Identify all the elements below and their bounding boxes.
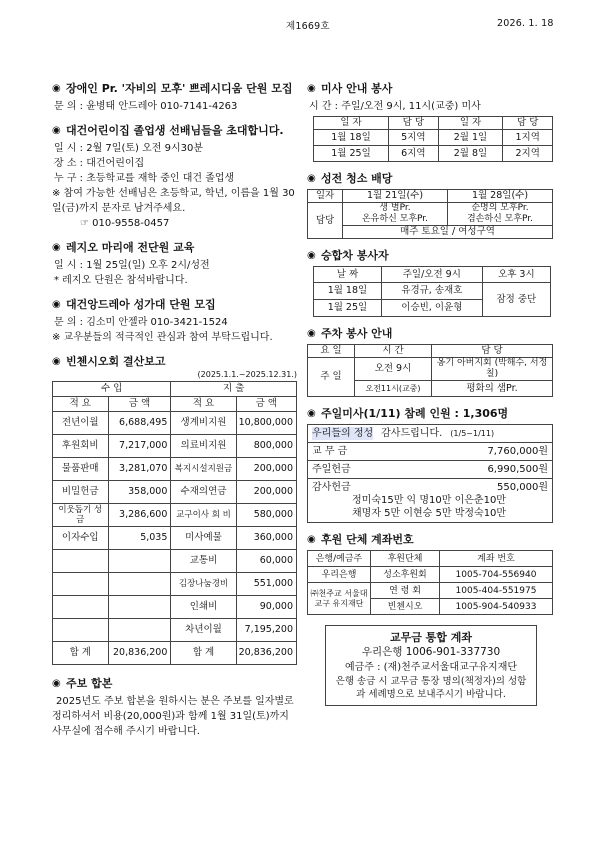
amount-cell: 90,000 bbox=[236, 596, 296, 619]
account-line: 우리은행 1006-901-337730 bbox=[361, 646, 501, 658]
item-cell: 차년이월 bbox=[171, 619, 236, 642]
item-cell: 후원회비 bbox=[53, 435, 109, 458]
amount-cell bbox=[108, 550, 171, 573]
expense-header: 지 출 bbox=[171, 382, 297, 397]
target-bullet-icon: ◉ bbox=[307, 408, 316, 419]
item-cell: 의료비지원 bbox=[171, 435, 236, 458]
section-title: 레지오 마리애 전단원 교육 bbox=[66, 241, 195, 254]
target-bullet-icon: ◉ bbox=[52, 299, 61, 310]
col-header: 은행/예금주 bbox=[308, 551, 371, 567]
left-column bbox=[52, 82, 297, 749]
bulletin-section bbox=[52, 677, 297, 739]
row-label: 주 일 bbox=[308, 358, 355, 397]
col-header: 일자 bbox=[308, 190, 343, 203]
finance-row bbox=[53, 550, 297, 573]
cleaning-section bbox=[307, 172, 555, 239]
amount-cell: 200,000 bbox=[236, 458, 296, 481]
cell: 1월 25일 bbox=[314, 146, 389, 162]
parking-section bbox=[307, 327, 555, 397]
section-title: 주일미사(1/11) 참례 인원 : 1,306명 bbox=[321, 407, 509, 420]
target-bullet-icon: ◉ bbox=[52, 356, 61, 367]
info-line: * 레지오 단원은 참석바랍니다. bbox=[54, 275, 188, 286]
col-header: 주일/오전 9시 bbox=[381, 267, 482, 283]
item-cell: 수재의연금 bbox=[171, 481, 236, 504]
offering-label: 감사헌금 bbox=[312, 482, 351, 493]
group-name: 생 별Pr. bbox=[379, 203, 411, 213]
phone-line: ☞ 010-9558-0457 bbox=[80, 218, 170, 229]
group-name: 순명의 모후Pr. bbox=[471, 203, 529, 213]
account-number: 1005-704-556940 bbox=[440, 567, 553, 583]
cell bbox=[343, 203, 448, 226]
choir2-section bbox=[52, 298, 297, 345]
col-header: 금 액 bbox=[236, 397, 296, 412]
cell: 유경규, 송재호 bbox=[381, 283, 482, 300]
amount-cell: 7,217,000 bbox=[108, 435, 171, 458]
item-cell: 이웃돕기 성 금 bbox=[53, 504, 109, 527]
donor-line: 채명자 5만 이현승 5만 박정숙10만 bbox=[352, 508, 507, 519]
section-title: 승합차 봉사자 bbox=[321, 249, 389, 262]
income-header: 수 입 bbox=[53, 382, 171, 397]
target-bullet-icon: ◉ bbox=[52, 678, 61, 689]
contact-line: 문 의 : 윤병태 안드레아 010-7141-4263 bbox=[54, 101, 238, 112]
col-header: 1월 28일(수) bbox=[448, 190, 553, 203]
finance-row bbox=[53, 481, 297, 504]
finance-row bbox=[53, 412, 297, 435]
cell: 평화의 샘Pr. bbox=[432, 381, 553, 397]
amount-cell: 551,000 bbox=[236, 573, 296, 596]
col-header: 계좌 번호 bbox=[440, 551, 553, 567]
cell: 1지역 bbox=[503, 130, 553, 146]
amount-cell: 5,035 bbox=[108, 527, 171, 550]
item-cell bbox=[53, 550, 109, 573]
amount-cell bbox=[108, 573, 171, 596]
amount-cell: 7,195,200 bbox=[236, 619, 296, 642]
info-line: 일 시 : 2월 7일(토) 오전 9시30분 bbox=[54, 143, 203, 154]
cell: 1월 18일 bbox=[314, 283, 382, 300]
vincent-section bbox=[52, 355, 297, 665]
item-cell bbox=[53, 619, 109, 642]
section-title: 성전 청소 배당 bbox=[321, 172, 393, 185]
target-bullet-icon: ◉ bbox=[52, 83, 61, 94]
col-header: 1월 21일(수) bbox=[343, 190, 448, 203]
amount-cell: 6,688,495 bbox=[108, 412, 171, 435]
donor-line: 정미숙15만 익 명10만 이은춘10만 bbox=[352, 495, 506, 506]
driver-section bbox=[307, 249, 555, 317]
section-title: 대건어린이집 졸업생 선배님들을 초대합니다. bbox=[66, 124, 284, 137]
info-line: 누 구 : 초등학교를 재학 중인 대건 졸업생 bbox=[54, 173, 235, 184]
col-header: 후원단체 bbox=[371, 551, 440, 567]
cell: 옹기 아버지회 (박해수, 서정칠) bbox=[432, 358, 553, 381]
item-cell: 인쇄비 bbox=[171, 596, 236, 619]
target-bullet-icon: ◉ bbox=[307, 173, 316, 184]
owner-line: 예금주 : (재)천주교서울대교구유지재단 bbox=[344, 662, 518, 673]
item-cell: 교통비 bbox=[171, 550, 236, 573]
col-header: 요 일 bbox=[308, 345, 355, 358]
accounts-section bbox=[307, 533, 555, 615]
offering-row bbox=[308, 443, 552, 461]
mass-guide-section bbox=[307, 82, 555, 162]
item-cell: 이자수입 bbox=[53, 527, 109, 550]
cell bbox=[448, 203, 553, 226]
cell: 1월 18일 bbox=[314, 130, 389, 146]
alumni-section bbox=[52, 124, 297, 231]
offering-label: 주일헌금 bbox=[312, 464, 351, 475]
cell: 오전11시(교중) bbox=[355, 381, 432, 397]
bulletin-text: 2025년도 주보 합본을 원하시는 분은 주보를 일자별로 정리하셔서 비용(20,000원)과 함께 1월 31일(토)까지 사무실에 접수해 주시기 바랍니다. bbox=[52, 696, 294, 737]
amount-cell: 360,000 bbox=[236, 527, 296, 550]
item-cell bbox=[53, 573, 109, 596]
group-name: 온유하신 모후Pr. bbox=[361, 214, 429, 224]
thanks-period: (1/5~1/11) bbox=[450, 429, 495, 438]
thanks-row bbox=[308, 425, 552, 443]
col-header: 일 자 bbox=[314, 117, 389, 130]
time-line: 시 간 : 주일/오전 9시, 11시(교중) 미사 bbox=[309, 101, 481, 112]
amount-cell bbox=[108, 619, 171, 642]
accounts-table bbox=[307, 550, 553, 615]
note-text: ※ 참여 가능한 선배님은 초등학교, 학년, 이름을 1월 30일(금)까지 문자로 남겨주세요. bbox=[52, 188, 295, 214]
legio-section bbox=[52, 241, 297, 288]
cell: 이승빈, 이윤형 bbox=[381, 300, 482, 317]
amount-cell: 800,000 bbox=[236, 435, 296, 458]
total-value: 20,836,200 bbox=[236, 642, 296, 665]
amount-cell: 3,281,070 bbox=[108, 458, 171, 481]
thanks-offering bbox=[308, 479, 552, 522]
col-header: 오후 3시 bbox=[482, 267, 550, 283]
row-label: 담당 bbox=[308, 203, 343, 239]
cell: 오전 9시 bbox=[355, 358, 432, 381]
item-cell: 복지시설지원금 bbox=[171, 458, 236, 481]
offering-row bbox=[308, 461, 552, 479]
section-title: 장애인 Pr. '자비의 모후' 쁘레시디움 단원 모집 bbox=[66, 82, 293, 95]
item-cell: 교구이사 회 비 bbox=[171, 504, 236, 527]
org-name: 성소후원회 bbox=[371, 567, 440, 583]
org-name: 빈첸시오 bbox=[371, 599, 440, 615]
cleaning-table bbox=[307, 189, 553, 239]
amount-cell: 10,800,000 bbox=[236, 412, 296, 435]
contact-line: 문 의 : 김소미 안젤라 010-3421-1524 bbox=[54, 317, 228, 328]
item-cell: 전년이월 bbox=[53, 412, 109, 435]
target-bullet-icon: ◉ bbox=[307, 83, 316, 94]
amount-cell: 580,000 bbox=[236, 504, 296, 527]
cell: 2지역 bbox=[503, 146, 553, 162]
item-cell: 김장나눔경비 bbox=[171, 573, 236, 596]
mass-guide-table bbox=[313, 116, 553, 162]
finance-row bbox=[53, 619, 297, 642]
issue-number: 제1669호 bbox=[286, 21, 330, 32]
thanks-text: 감사드립니다. bbox=[381, 428, 443, 439]
cell: 잠정 중단 bbox=[482, 283, 550, 317]
item-cell: 생계비지원 bbox=[171, 412, 236, 435]
section-title: 대건앙드레아 성가대 단원 모집 bbox=[66, 298, 216, 311]
total-value: 20,836,200 bbox=[108, 642, 171, 665]
cell: 매주 토요일 / 여성구역 bbox=[343, 226, 553, 239]
cell: 1월 25일 bbox=[314, 300, 382, 317]
bank-name: 우리은행 bbox=[308, 567, 371, 583]
target-bullet-icon: ◉ bbox=[307, 534, 316, 545]
transfer-note: 은행 송금 시 교무금 통장 명의(책정자)의 성함과 세례명으로 보내주시기 바랍니다. bbox=[335, 676, 527, 700]
finance-row bbox=[53, 504, 297, 527]
amount-cell: 3,286,600 bbox=[108, 504, 171, 527]
offering-amount: 7,760,000원 bbox=[487, 446, 548, 457]
target-bullet-icon: ◉ bbox=[307, 250, 316, 261]
total-label: 합 계 bbox=[53, 642, 109, 665]
section-title: 미사 안내 봉사 bbox=[321, 82, 393, 95]
account-number: 1005-904-540933 bbox=[440, 599, 553, 615]
cell: 5지역 bbox=[389, 130, 439, 146]
thanks-highlight: 우리들의 정성 bbox=[312, 428, 374, 439]
col-header: 담 당 bbox=[389, 117, 439, 130]
info-line: 장 소 : 대건어린이집 bbox=[54, 158, 145, 169]
account-owner: ㈜천주교 서울대교구 유지재단 bbox=[308, 583, 371, 615]
info-line: 일 시 : 1월 25일(일) 오후 2시/성전 bbox=[54, 260, 210, 271]
parking-table bbox=[307, 344, 553, 397]
note-text: ※ 교우분들의 적극적인 관심과 참여 부탁드립니다. bbox=[52, 332, 273, 343]
box-title: 교무금 통합 계좌 bbox=[389, 631, 473, 644]
target-bullet-icon: ◉ bbox=[52, 242, 61, 253]
group-name: 겸손하신 모후Pr. bbox=[466, 214, 534, 224]
col-header: 일 자 bbox=[438, 117, 503, 130]
item-cell bbox=[53, 596, 109, 619]
offering-label: 교 무 금 bbox=[312, 446, 348, 457]
col-header: 날 짜 bbox=[314, 267, 382, 283]
org-name: 연 령 회 bbox=[371, 583, 440, 599]
section-title: 주차 봉사 안내 bbox=[321, 327, 393, 340]
cell: 6지역 bbox=[389, 146, 439, 162]
col-header: 담 당 bbox=[503, 117, 553, 130]
col-header: 시 간 bbox=[355, 345, 432, 358]
finance-table bbox=[52, 381, 297, 665]
tithe-account-box bbox=[325, 625, 537, 706]
col-header: 담 당 bbox=[432, 345, 553, 358]
total-label: 합 계 bbox=[171, 642, 236, 665]
offering-amount: 6,990,500원 bbox=[487, 464, 548, 475]
cell: 2월 1일 bbox=[438, 130, 503, 146]
section-title: 빈첸시오회 결산보고 bbox=[66, 355, 166, 368]
offering-box bbox=[307, 424, 553, 523]
target-bullet-icon: ◉ bbox=[52, 125, 61, 136]
finance-row bbox=[53, 435, 297, 458]
item-cell: 미사예물 bbox=[171, 527, 236, 550]
finance-row bbox=[53, 527, 297, 550]
cell: 2월 8일 bbox=[438, 146, 503, 162]
driver-table bbox=[313, 266, 551, 317]
item-cell: 물품판매 bbox=[53, 458, 109, 481]
account-number: 1005-404-551975 bbox=[440, 583, 553, 599]
item-cell: 비밀헌금 bbox=[53, 481, 109, 504]
finance-row bbox=[53, 573, 297, 596]
finance-row bbox=[53, 596, 297, 619]
section-title: 후원 단체 계좌번호 bbox=[321, 533, 414, 546]
amount-cell bbox=[108, 596, 171, 619]
attendance-section bbox=[307, 407, 555, 523]
amount-cell: 60,000 bbox=[236, 550, 296, 573]
col-header: 적 요 bbox=[53, 397, 109, 412]
report-period: (2025.1.1.~2025.12.31.) bbox=[197, 370, 297, 379]
right-column bbox=[307, 82, 555, 706]
section-title: 주보 합본 bbox=[66, 677, 113, 690]
target-bullet-icon: ◉ bbox=[307, 328, 316, 339]
amount-cell: 358,000 bbox=[108, 481, 171, 504]
amount-cell: 200,000 bbox=[236, 481, 296, 504]
issue-date: 2026. 1. 18 bbox=[497, 18, 554, 29]
col-header: 금 액 bbox=[108, 397, 171, 412]
finance-row bbox=[53, 458, 297, 481]
col-header: 적 요 bbox=[171, 397, 236, 412]
choir-recruit-section bbox=[52, 82, 297, 114]
offering-amount: 550,000원 bbox=[496, 482, 548, 493]
